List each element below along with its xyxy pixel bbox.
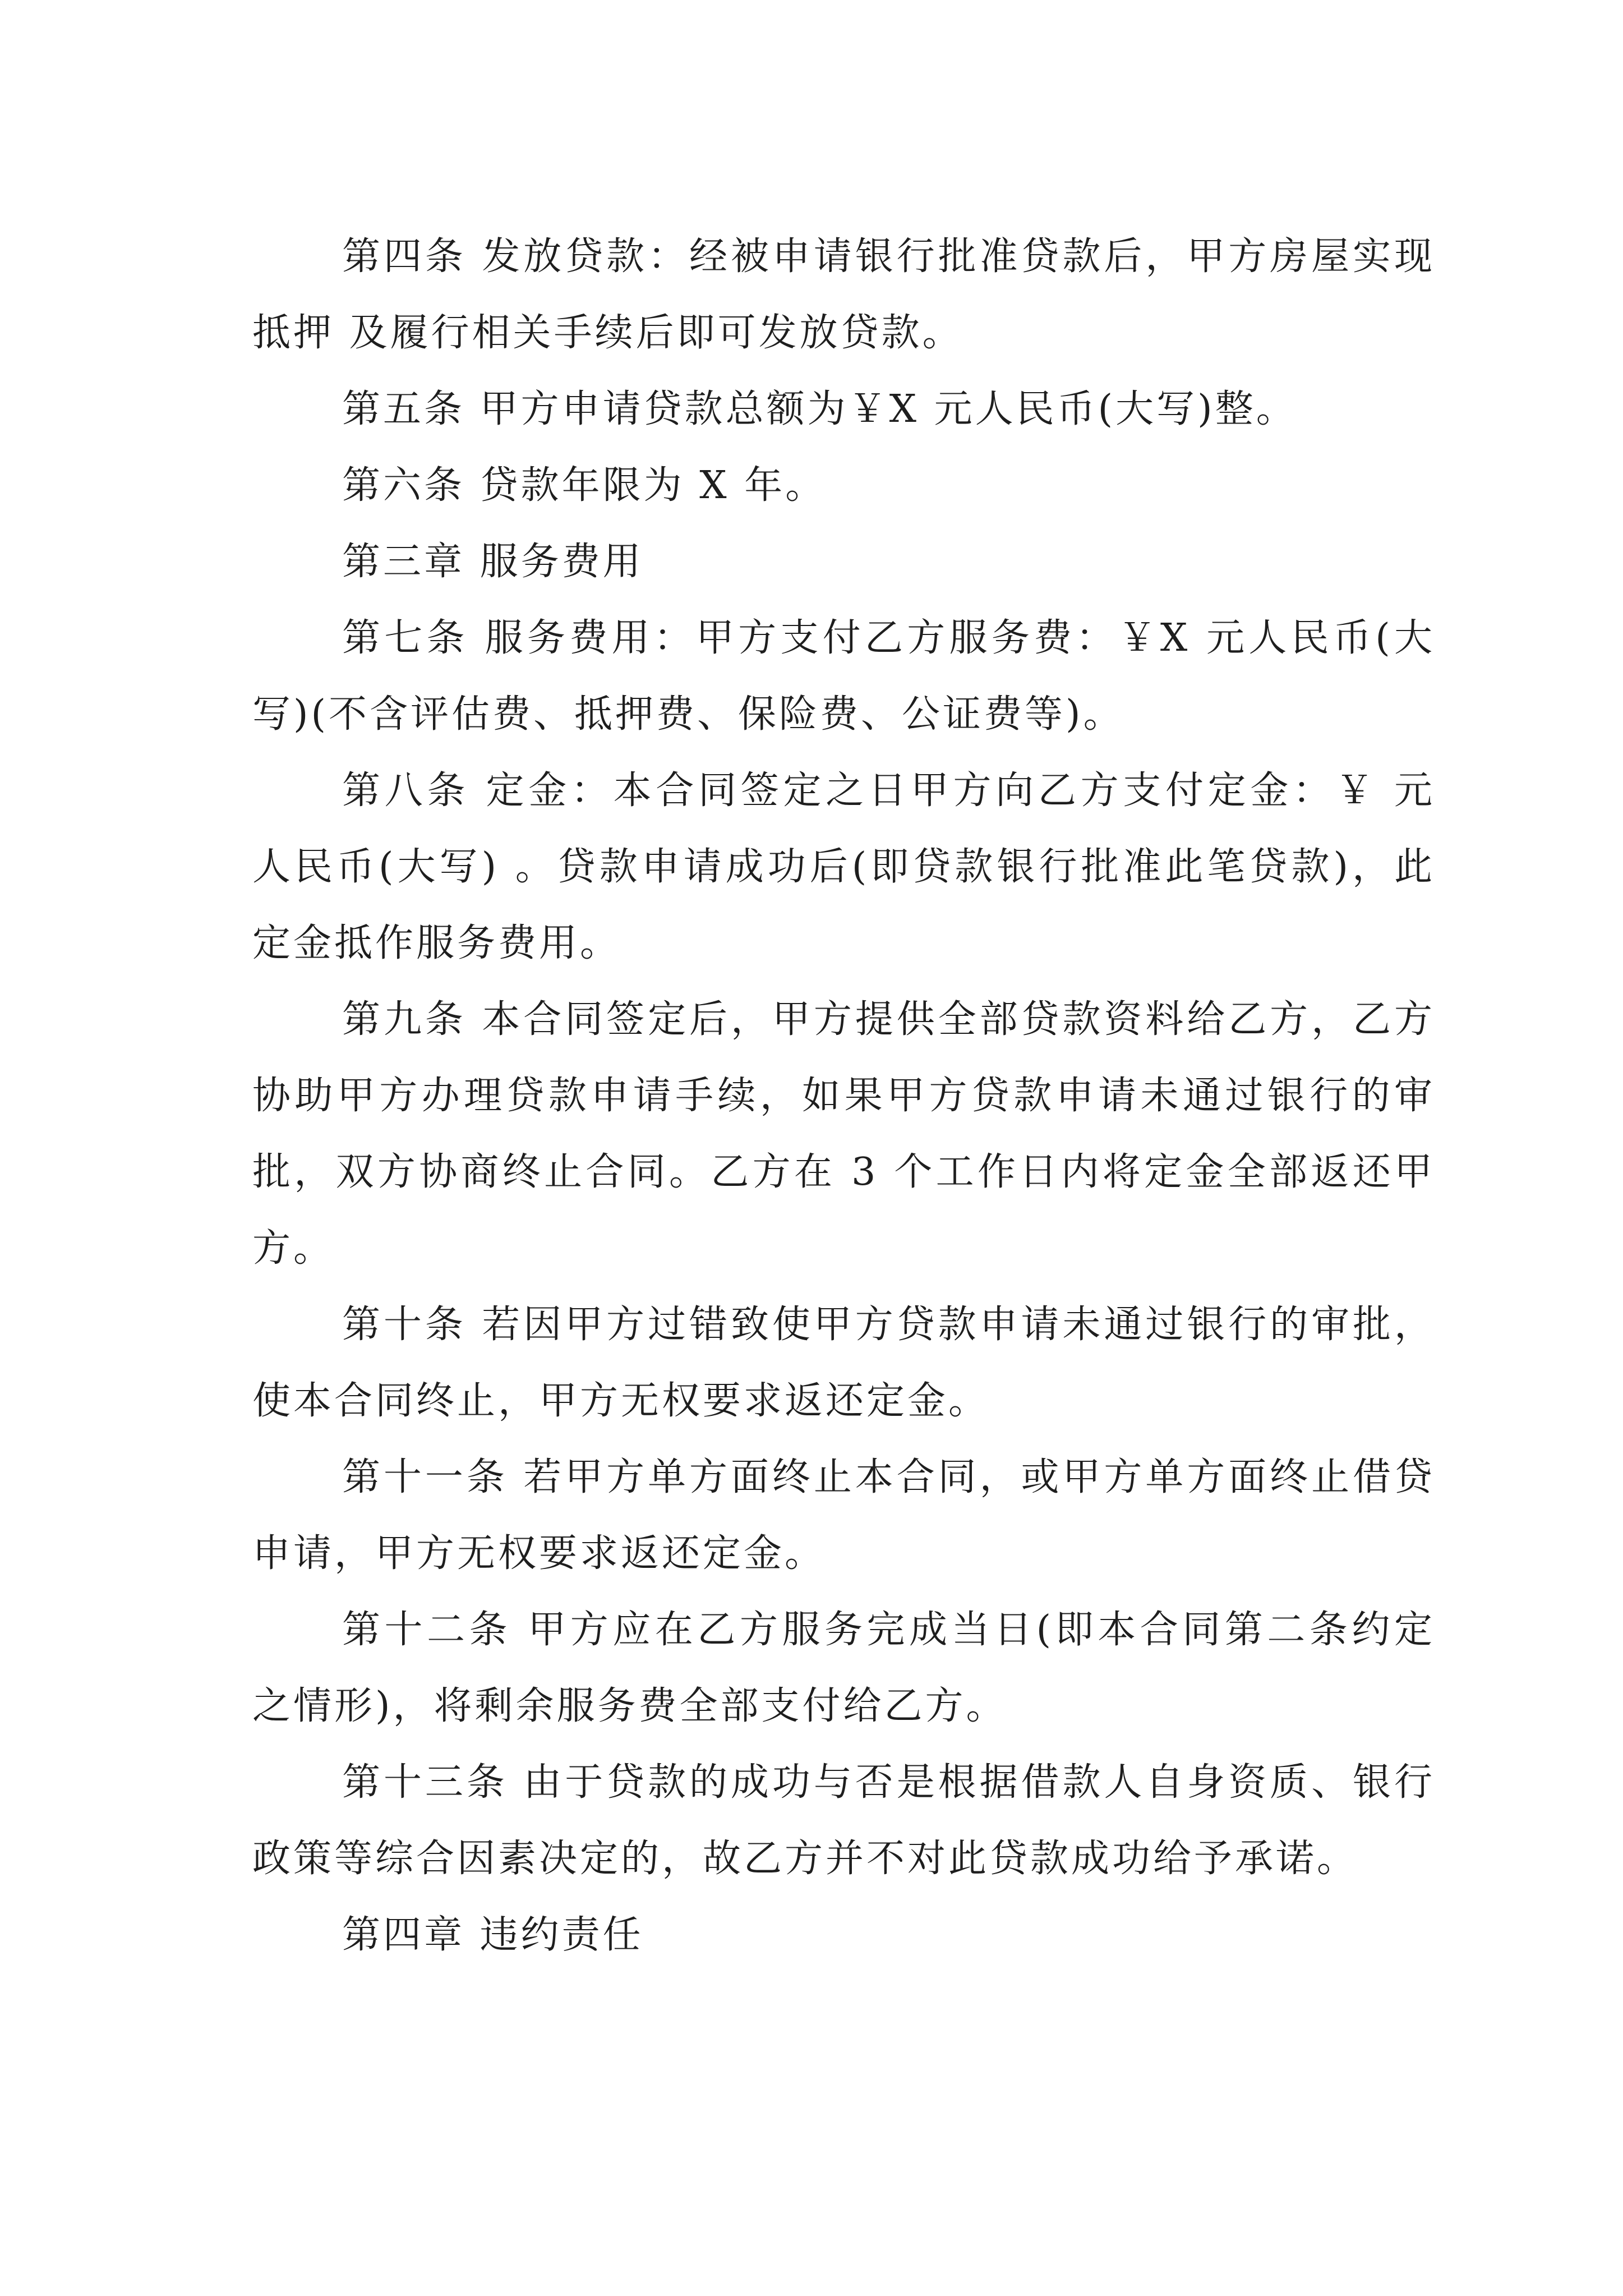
- article-8-paragraph: 第八条 定金：本合同签定之日甲方向乙方支付定金：￥ 元人民币(大写) 。贷款申请成功后(即贷款银行批准此笔贷款)，此定金抵作服务费用。: [252, 769, 1435, 965]
- article-4-paragraph: 第四条 发放贷款：经被申请银行批准贷款后，甲方房屋实现抵押 及履行相关手续后即可发放贷款。: [252, 234, 1435, 355]
- article-12-paragraph: 第十二条 甲方应在乙方服务完成当日(即本合同第二条约定之情形)，将剩余服务费全部支付给乙方。: [252, 1608, 1435, 1728]
- article-10-paragraph: 第十条 若因甲方过错致使甲方贷款申请未通过银行的审批，使本合同终止，甲方无权要求返还定金。: [252, 1303, 1435, 1423]
- article-7-paragraph: 第七条 服务费用：甲方支付乙方服务费：￥X 元人民币(大写)(不含评估费、抵押费、保险费、公证费等)。: [252, 616, 1435, 737]
- article-11-paragraph: 第十一条 若甲方单方面终止本合同，或甲方单方面终止借贷申请，甲方无权要求返还定金。: [252, 1455, 1435, 1576]
- article-6-paragraph: 第六条 贷款年限为 X 年。: [342, 463, 827, 508]
- article-13-paragraph: 第十三条 由于贷款的成功与否是根据借款人自身资质、银行政策等综合因素决定的，故乙方并不对此贷款成功给予承诺。: [252, 1760, 1435, 1881]
- chapter-3-heading: 第三章 服务费用: [342, 540, 644, 584]
- chapter-4-heading: 第四章 违约责任: [342, 1913, 644, 1957]
- article-9-paragraph: 第九条 本合同签定后，甲方提供全部贷款资料给乙方，乙方协助甲方办理贷款申请手续，如果甲方贷款申请未通过银行的审批，双方协商终止合同。乙方在 3 个工作日内将定金全部返还甲方。: [252, 997, 1435, 1271]
- article-5-paragraph: 第五条 甲方申请贷款总额为￥X 元人民币(大写)整。: [342, 387, 1297, 431]
